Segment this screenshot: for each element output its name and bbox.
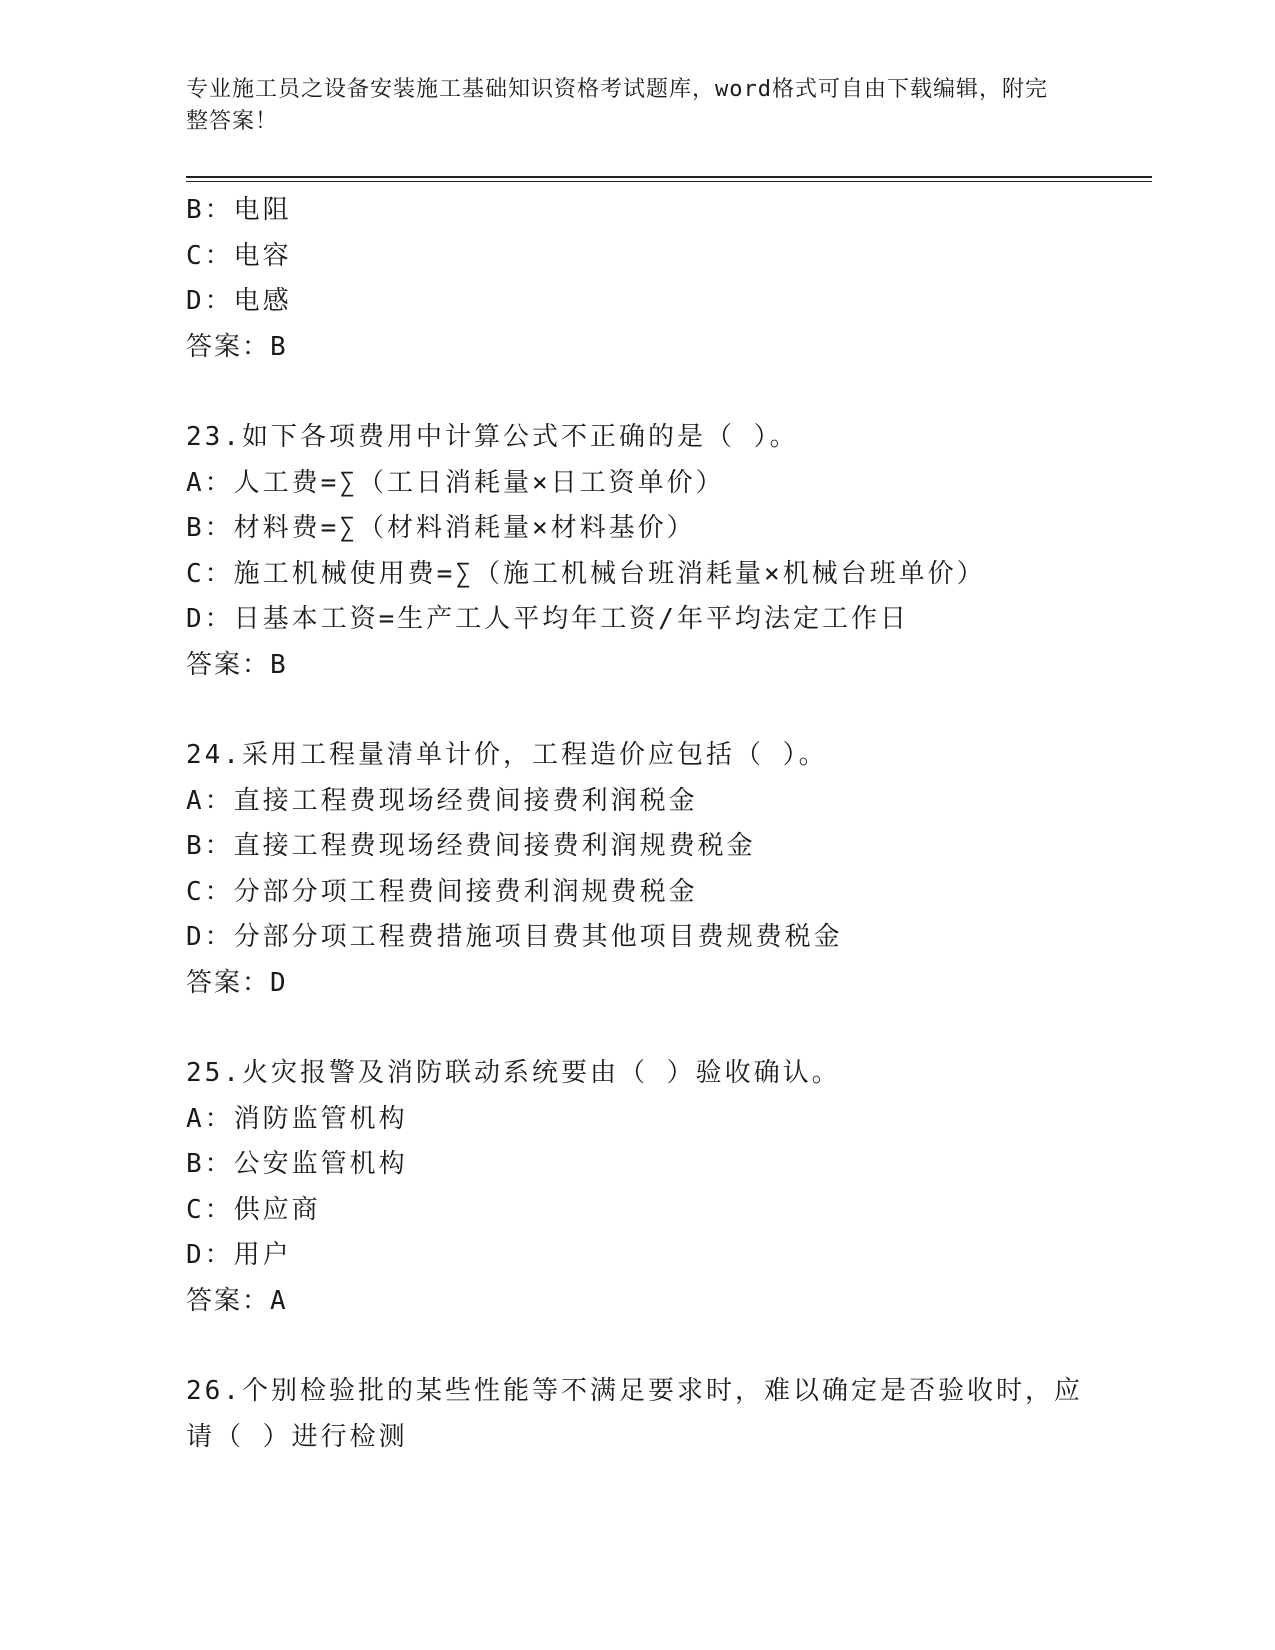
option-b: B：电阻 xyxy=(186,195,292,225)
question-list xyxy=(186,188,1086,1460)
answer-value: A xyxy=(270,1285,288,1316)
option-b: B：材料费=∑（材料消耗量×材料基价） xyxy=(186,513,696,543)
answer-line xyxy=(186,325,1086,371)
option-c: C：供应商 xyxy=(186,1194,321,1225)
answer-line xyxy=(186,961,1086,1007)
answer-label: 答案： xyxy=(186,331,271,362)
option-a: A：人工费=∑（工日消耗量×日工资单价） xyxy=(186,467,725,498)
answer-line xyxy=(186,1279,1086,1325)
option-d: D：日基本工资=生产工人平均年工资/年平均法定工作日 xyxy=(186,604,909,634)
answer-label: 答案： xyxy=(186,967,271,998)
question-26 xyxy=(186,1369,1086,1460)
option-d: D：分部分项工程费措施项目费其他项目费规费税金 xyxy=(186,922,843,952)
question-24 xyxy=(186,733,1086,1006)
option-a: A：直接工程费现场经费间接费利润税金 xyxy=(186,785,698,816)
option-c: C：施工机械使用费=∑（施工机械台班消耗量×机械台班单价） xyxy=(186,558,986,589)
option-b: B：直接工程费现场经费间接费利润规费税金 xyxy=(186,831,756,861)
question-stem: 23.如下各项费用中计算公式不正确的是（ ）。 xyxy=(186,422,799,452)
answer-value: B xyxy=(270,649,288,680)
option-b: B：公安监管机构 xyxy=(186,1149,408,1179)
answer-label: 答案： xyxy=(186,1285,271,1316)
answer-label: 答案： xyxy=(186,649,271,680)
question-stem: 24.采用工程量清单计价，工程造价应包括（ ）。 xyxy=(186,740,828,770)
option-d: D：用户 xyxy=(186,1240,292,1270)
answer-line xyxy=(186,643,1086,689)
partial-question xyxy=(186,188,1086,370)
question-stem: 25.火灾报警及消防联动系统要由（ ）验收确认。 xyxy=(186,1058,841,1088)
header-rule-thick xyxy=(186,176,1152,178)
header-rule-thin xyxy=(186,181,1152,182)
option-c: C：分部分项工程费间接费利润规费税金 xyxy=(186,876,698,907)
option-d: D：电感 xyxy=(186,286,292,316)
question-25 xyxy=(186,1051,1086,1324)
option-c: C：电容 xyxy=(186,240,292,271)
question-stem: 26.个别检验批的某些性能等不满足要求时，难以确定是否验收时，应请（ ）进行检测 xyxy=(186,1376,1083,1452)
option-a: A：消防监管机构 xyxy=(186,1103,408,1134)
answer-value: D xyxy=(270,967,288,998)
question-23 xyxy=(186,415,1086,688)
answer-value: B xyxy=(270,331,288,362)
document-header: 专业施工员之设备安装施工基础知识资格考试题库，word格式可自由下载编辑，附完整答案！ xyxy=(186,77,1048,134)
